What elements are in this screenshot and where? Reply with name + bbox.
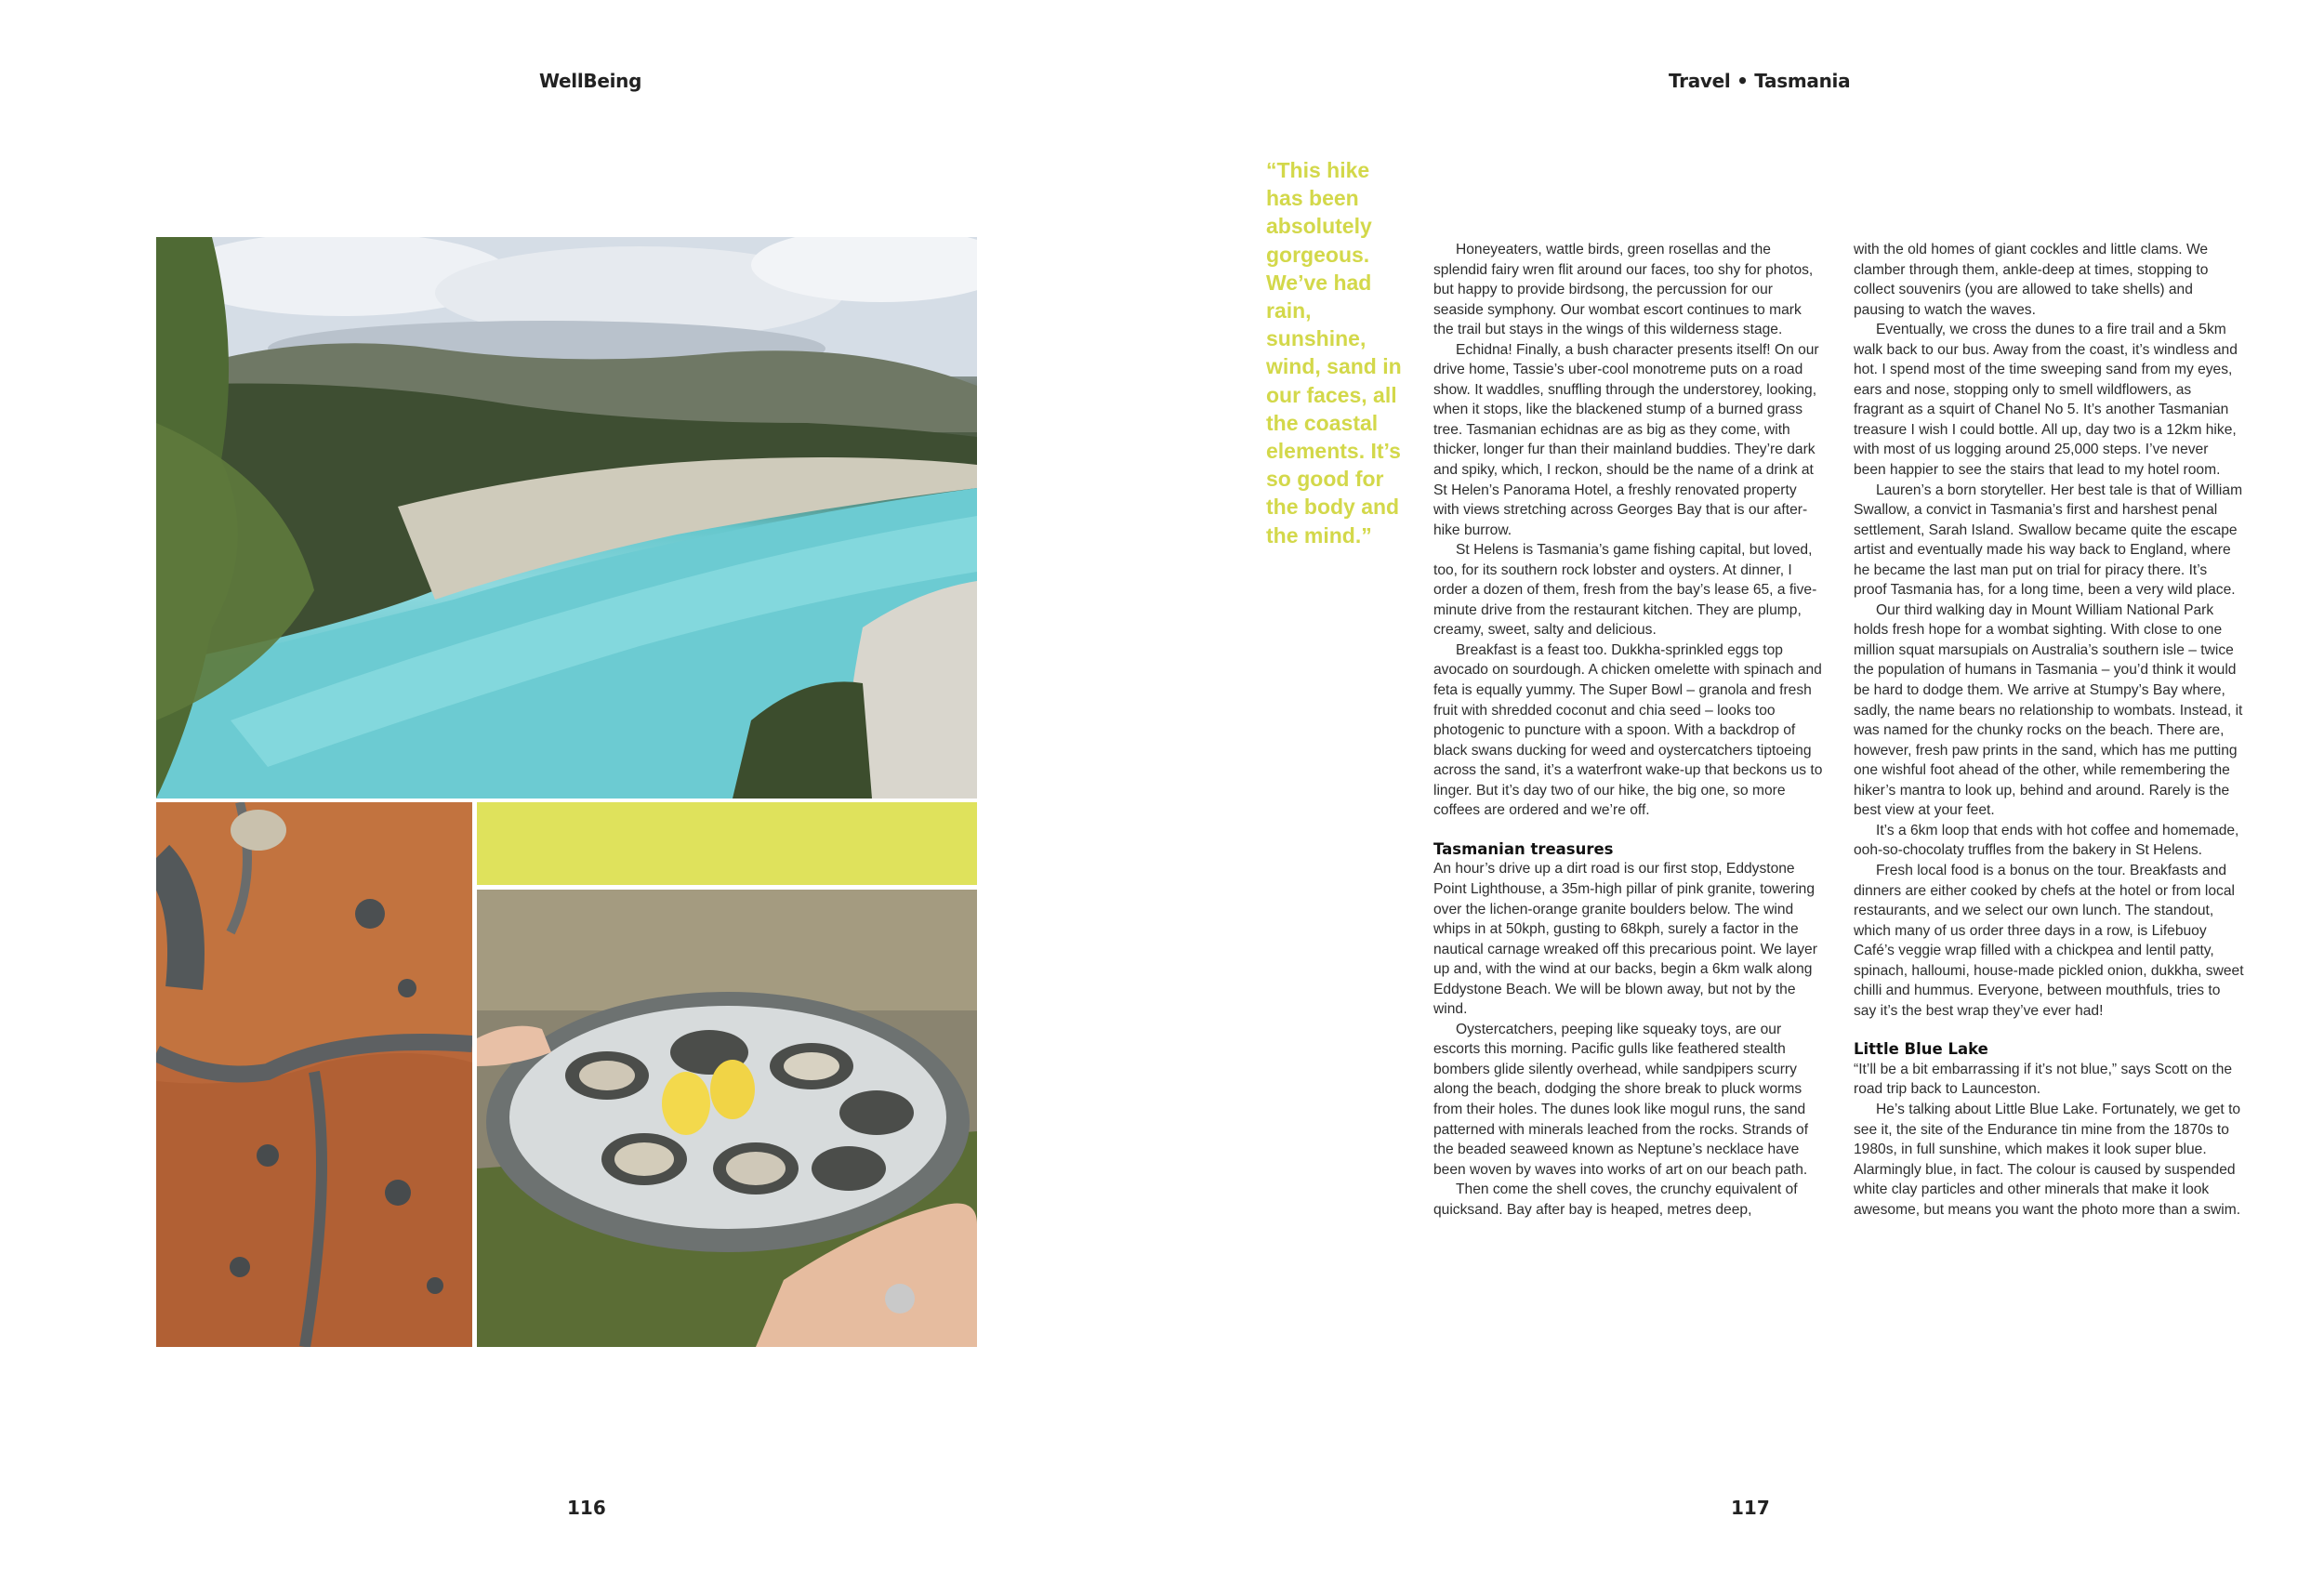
lake-photo (156, 237, 977, 799)
lichen-rock-photo (156, 802, 472, 1347)
paragraph: Honeyeaters, wattle birds, green rosellas and the splendid fairy wren flit around our faces, too shy for photos, but happy to provide birdsong, the percussion for our seaside symphony. Our wombat escort continues to mark the trail but stays in the wings of this wilderness stage. (1433, 242, 1814, 338)
paragraph: Eventually, we cross the dunes to a fire trail and a 5km walk back to our bus. Away from the coast, it’s windless and hot. I spend most of the time sweeping sand from my eyes, ears and nose, stopping only to smell wildflowers, as fragrant as a squirt of Chanel No 5. It’s another Tasmanian treasure I wish I could bottle. All up, day two is a 12km hike, with most of us logging around 25,000 steps. I’ve never been happier to see the stairs that lead to my hotel room. (1854, 322, 2238, 479)
paragraph: Fresh local food is a bonus on the tour. Breakfasts and dinners are either cooked by chefs at the hotel or from local restaurants, and we select our own lunch. The standout, which many of us order three days in a row, is Lifebuoy Café’s veggie wrap filled with a chickpea and lentil patty, spinach, halloumi, house-made pickled onion, dukkha, sweet chilli and hummus. Everyone, between mouthfuls, tries to say it’s the best wrap they’ve ever had! (1854, 862, 2244, 1019)
section-heading: Little Blue Lake (1854, 1040, 1988, 1059)
article-column-1 (1433, 240, 1824, 1220)
paragraph: It’s a 6km loop that ends with hot coffee and homemade, ooh-so-chocolaty truffles from the bakery in St Helens. (1854, 822, 2239, 859)
right-page (1162, 0, 2324, 1584)
paragraph: He’s talking about Little Blue Lake. Fortunately, we get to see it, the site of the Endurance tin mine from the 1870s to 1980s, in full sunshine, which makes it look super blue. Alarmingly blue, in fact. The colour is caused by suspended white clay particles and other minerals that make it look awesome, but means you want the photo more than a swim. (1854, 1101, 2241, 1218)
paragraph: Oystercatchers, peeping like squeaky toys, are our escorts this morning. Pacific gulls like feathered stealth bombers glide silently overhead, while sandpipers scurry along the beach, dodging the shore break to pluck worms from their holes. The dunes look like mogul runs, the sand patterned with minerals leached from the rocks. Strands of the beaded seaweed known as Neptune’s necklace have been woven by waves into works of art on our beach path. (1433, 1021, 1809, 1178)
page-number-right: 117 (1731, 1497, 1770, 1519)
section-heading: Tasmanian treasures (1433, 839, 1614, 858)
article-column-2 (1854, 240, 2244, 1220)
paragraph: An hour’s drive up a dirt road is our first stop, Eddystone Point Lighthouse, a 35m-high pillar of pink granite, towering over the lichen-orange granite boulders below. The wind whips in at 50kph, gusting to 68kph, surely a factor in the nautical carnage wreaked off this precarious point. We layer up and, with the wind at our backs, begin a 6km walk along Eddystone Beach. We will be blown away, but not by the wind. (1433, 861, 1817, 1018)
paragraph: Echidna! Finally, a bush character presents itself! On our drive home, Tassie’s uber-cool monotreme puts on a road show. It waddles, snuffling through the understorey, looking, when it stops, like the blackened stump of a burned grass tree. Tasmanian echidnas are as big as they come, with thicker, longer fur than their mainland buddies. They’re dark and spiky, which, I reckon, should be the name of a drink at St Helen’s Panorama Hotel, a freshly renovated property with views stretching across Georges Bay that is our after-hike burrow. (1433, 341, 1819, 538)
paragraph: with the old homes of giant cockles and little clams. We clamber through them, ankle-deep at times, stopping to collect souvenirs (you are allowed to take shells) and pausing to watch the waves. (1854, 242, 2209, 318)
accent-color-block (477, 802, 977, 885)
pull-quote: “This hike has been absolutely gorgeous. We’ve had rain, sunshine, wind, sand in our faces, all the coastal elements. It’s so good for the body and the mind.” (1266, 158, 1402, 548)
oysters-photo (477, 890, 977, 1347)
paragraph: Our third walking day in Mount William National Park holds fresh hope for a wombat sighting. With close to one million squat marsupials on Australia’s southern isle – twice the population of humans in Tasmania – you’d think it would be hard to dodge them. We arrive at Stumpy’s Bay where, sadly, the name bears no relationship to wombats. Instead, it was named for the chunky rocks on the beach. There are, however, fresh paw prints in the sand, which has me putting one wishful foot ahead of the other, while remembering the hiker’s mantra to look up, behind and around. Rarely is the best view at your feet. (1854, 601, 2243, 819)
paragraph: Lauren’s a born storyteller. Her best tale is that of William Swallow, a convict in Tasmania’s first and harshest penal settlement, Sarah Island. Swallow became quite the escape artist and eventually made his way back to England, where he became the last man put on trial for piracy there. It’s proof Tasmania has, for a long time, been a very wild place. (1854, 482, 2243, 599)
running-head-left: WellBeing (539, 70, 642, 92)
paragraph: Breakfast is a feast too. Dukkha-sprinkled eggs top avocado on sourdough. A chicken omelette with spinach and feta is equally yummy. The Super Bowl – granola and fresh fruit with shredded coconut and chia seed – looks too photogenic to puncture with a spoon. With a backdrop of black swans ducking for weed and oystercatchers tiptoeing across the sand, it’s a waterfront wake-up that beckons us to linger. But it’s day two of our hike, the big one, so more coffees are ordered and we’re off. (1433, 641, 1823, 819)
running-head-right: Travel • Tasmania (1669, 70, 1851, 92)
page-number-left: 116 (567, 1497, 606, 1519)
paragraph: Then come the shell coves, the crunchy equivalent of quicksand. Bay after bay is heaped, metres deep, (1433, 1181, 1798, 1218)
paragraph: St Helens is Tasmania’s game fishing capital, but loved, too, for its southern rock lobster and oysters. At dinner, I order a dozen of them, fresh from the bay’s lease 65, a five-minute drive from the restaurant kitchen. They are plump, creamy, sweet, salty and delicious. (1433, 542, 1817, 639)
paragraph: “It’ll be a bit embarrassing if it’s not blue,” says Scott on the road trip back to Launceston. (1854, 1061, 2233, 1098)
